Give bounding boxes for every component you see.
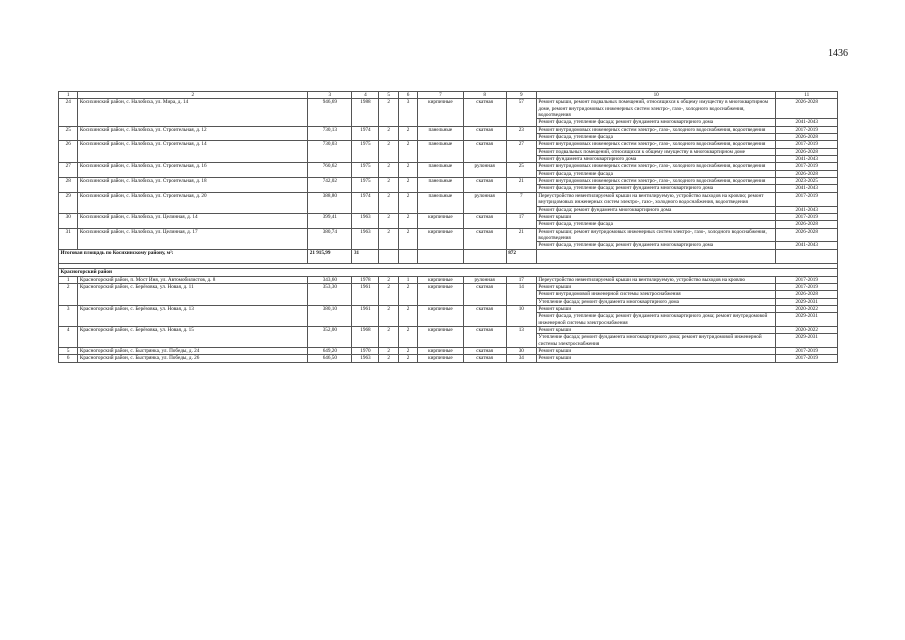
cell-roof: рулонная [463,276,506,283]
column-header: 11 [776,92,838,99]
cell-year: 1975 [352,178,379,193]
cell-period: 2041-2043 [776,242,838,249]
cell-addr: Косихинский район, с. Налобиха, ул. Целинная, д. 17 [78,228,308,249]
table-row [59,163,838,170]
cell-en: 2 [398,355,417,362]
cell-fl: 2 [379,326,398,347]
cell-year: 1975 [352,163,379,178]
table-row [59,126,838,133]
cell-work: Ремонт фасада, утепление фасада; ремонт фундамента многоквартирного дома; ремонт внутридомовой инженерной системы электроснабжения [536,313,776,327]
cell-wall: панельные [418,192,463,213]
cell-id: 24 [59,99,78,126]
cell-id: 3 [59,305,78,326]
cell-en: 2 [398,326,417,347]
column-header: 6 [398,92,417,99]
cell-roof: скатная [463,228,506,249]
cell-work: Ремонт подвальных помещений, относящихся к общему имуществу в многоквартирном доме [536,148,776,155]
cell-fl: 2 [379,228,398,249]
cell-res: 21 [506,178,536,193]
cell-work: Ремонт внутридомовых инженерных систем электро-, газо-, холодного водоснабжения, водоотведения [536,163,776,170]
cell-en: 2 [398,213,417,228]
cell-res: 21 [506,228,536,249]
cell-work: Переустройство невентилируемой крыши на вентилируемую, устройство выходов на кровлю [536,276,776,283]
cell-addr: Косихинский район, с. Налобиха, ул. Строительная, д. 12 [78,126,308,141]
table-row [59,228,838,242]
capital-repair-table [58,91,838,363]
cell-roof: скатная [463,348,506,355]
cell-fl: 2 [379,213,398,228]
cell-area: 760,62 [308,163,352,178]
cell-work: Ремонт фасада; ремонт фундамента многоквартирного дома [536,206,776,213]
cell-year: 1970 [352,348,379,355]
cell-work: Ремонт крыши; ремонт внутридомовых инженерных систем электро-, газо-, холодного водоснабжения, водоотведения [536,228,776,242]
cell-addr: Красногорский район, п. Мост Иня, ул. Автомобилистов, д. 8 [78,276,308,283]
cell-id: 31 [59,228,78,249]
table-row [59,141,838,148]
cell-id: 2 [59,283,78,305]
cell-period: 2026-2028 [776,228,838,242]
cell-id: 27 [59,163,78,178]
cell-work: Ремонт внутридомовой инженерной системы электроснабжения [536,291,776,298]
cell-fl: 2 [379,126,398,141]
cell-work: Ремонт внутридомовых инженерных систем электро-, газо-, холодного водоснабжения, водоотведения [536,126,776,133]
cell-res: 27 [506,141,536,163]
column-header: 8 [463,92,506,99]
cell-id: 30 [59,213,78,228]
cell-period: 2017-2019 [776,276,838,283]
cell-res: 25 [506,163,536,178]
table-row [59,283,838,290]
cell-en: 2 [398,228,417,249]
cell-period: 2026-2028 [776,99,838,119]
cell-wall: кирпичные [418,283,463,305]
cell-work: Ремонт крыши [536,213,776,220]
cell-res: 7 [506,192,536,213]
cell-period: 2017-2019 [776,355,838,362]
cell-year: 1974 [352,126,379,141]
cell-area: 380,74 [308,228,352,249]
cell-id: 4 [59,326,78,347]
cell-addr: Косихинский район, с. Налобиха, ул. Строительная, д. 20 [78,192,308,213]
cell-en: 2 [398,163,417,178]
cell-roof: скатная [463,283,506,305]
cell-id: 29 [59,192,78,213]
cell-area: 730,13 [308,126,352,141]
cell-fl: 2 [379,355,398,362]
cell-fl: 2 [379,283,398,305]
empty-cell [379,249,398,263]
cell-en: 2 [398,141,417,163]
cell-work: Ремонт фасада, утепление фасада; ремонт фундамента многоквартирного дома [536,242,776,249]
cell-work: Ремонт крыши, ремонт подвальных помещений, относящихся к общему имуществу в многоквартирном доме, ремонт внутридомовых инженерных систем электро-, газо-, холодного водоснабжения, водоотведения [536,99,776,119]
cell-period: 2017-2019 [776,163,838,170]
cell-wall: панельные [418,163,463,178]
cell-work: Ремонт крыши [536,305,776,312]
cell-work: Утепление фасада; ремонт фундамента многоквартирного дома; ремонт внутридомовой инженерной системы электроснабжения [536,334,776,348]
section-row [59,268,838,276]
cell-fl: 2 [379,305,398,326]
cell-year: 1961 [352,305,379,326]
cell-en: 3 [398,99,417,126]
cell-period: 2041-2043 [776,156,838,163]
cell-wall: панельные [418,126,463,141]
column-header: 5 [379,92,398,99]
cell-wall: панельные [418,178,463,193]
cell-period: 2026-2028 [776,221,838,228]
total-row [59,249,838,263]
cell-wall: кирпичные [418,355,463,362]
column-header: 9 [506,92,536,99]
cell-work: Утепление фасада; ремонт фундамента многоквартирного дома [536,298,776,305]
cell-id: 5 [59,348,78,355]
cell-period: 2026-2028 [776,148,838,155]
cell-res: 23 [506,126,536,141]
page-number: 1436 [828,48,848,59]
cell-addr: Красногорский район, с. Берёзовка, ул. Новая, д. 15 [78,326,308,347]
cell-area: 730,03 [308,141,352,163]
cell-period: 2017-2019 [776,126,838,133]
table-row [59,355,838,362]
cell-period: 2017-2019 [776,141,838,148]
cell-year: 1975 [352,141,379,163]
table-row [59,348,838,355]
cell-en: 2 [398,178,417,193]
total-label: Итоговая площадь по Косихинскому району, м²: [59,249,308,263]
cell-work: Ремонт фундамента многоквартирного дома [536,156,776,163]
cell-work: Ремонт крыши [536,283,776,290]
cell-period: 2029-2031 [776,334,838,348]
cell-id: 25 [59,126,78,141]
cell-work: Ремонт фасада, утепление фасада; ремонт фундамента многоквартирного дома [536,185,776,192]
cell-fl: 2 [379,99,398,126]
cell-area: 352,00 [308,326,352,347]
cell-period: 2041-2043 [776,119,838,126]
cell-work: Ремонт крыши [536,326,776,333]
cell-res: 13 [506,326,536,347]
column-header: 4 [352,92,379,99]
cell-roof: скатная [463,126,506,141]
cell-res: 34 [506,355,536,362]
cell-res: 14 [506,283,536,305]
cell-year: 1968 [352,326,379,347]
cell-year: 1963 [352,228,379,249]
cell-en: 2 [398,192,417,213]
cell-addr: Красногорский район, с. Берёзовка, ул. Новая, д. 13 [78,305,308,326]
table-row [59,326,838,333]
cell-work: Ремонт фасада, утепление фасада; ремонт фундамента многоквартирного дома [536,119,776,126]
cell-addr: Косихинский район, с. Налобиха, ул. Мира, д. 14 [78,99,308,126]
cell-addr: Косихинский район, с. Налобиха, ул. Целинная, д. 14 [78,213,308,228]
cell-roof: скатная [463,355,506,362]
cell-fl: 2 [379,178,398,193]
total-residents: 872 [506,249,536,263]
cell-fl: 2 [379,163,398,178]
table-row [59,178,838,185]
table-row [59,276,838,283]
cell-wall: кирпичные [418,305,463,326]
cell-wall: кирпичные [418,99,463,126]
cell-id: 6 [59,355,78,362]
cell-work: Ремонт крыши [536,348,776,355]
cell-addr: Красногорский район, с. Берёзовка, ул. Новая, д. 11 [78,283,308,305]
cell-addr: Красногорский район, с. Быстрянка, ул. Победы, д. 26 [78,355,308,362]
cell-res: 17 [506,213,536,228]
table-row [59,305,838,312]
cell-work: Ремонт фасада, утепление фасада [536,170,776,177]
cell-period: 2026-2028 [776,170,838,177]
cell-year: 1974 [352,192,379,213]
cell-work: Ремонт внутридомовых инженерных систем электро-, газо-, холодного водоснабжения, водоотведения [536,141,776,148]
cell-period: 2017-2019 [776,192,838,206]
cell-year: 1978 [352,276,379,283]
cell-work: Ремонт внутридомовых инженерных систем электро-, газо-, холодного водоснабжения, водоотведения [536,178,776,185]
cell-area: 388,80 [308,192,352,213]
table-header-row [59,92,838,99]
cell-en: 2 [398,283,417,305]
column-header: 1 [59,92,78,99]
cell-fl: 2 [379,192,398,213]
cell-wall: кирпичные [418,213,463,228]
cell-wall: кирпичные [418,276,463,283]
cell-roof: скатная [463,99,506,126]
cell-work: Ремонт фасада, утепление фасада [536,221,776,228]
column-header: 2 [78,92,308,99]
cell-en: 2 [398,305,417,326]
empty-cell [398,249,417,263]
cell-wall: кирпичные [418,348,463,355]
cell-addr: Косихинский район, с. Налобиха, ул. Строительная, д. 16 [78,163,308,178]
empty-cell [776,249,838,263]
cell-work: Ремонт фасада, утепление фасада [536,134,776,141]
cell-roof: скатная [463,326,506,347]
cell-year: 1963 [352,355,379,362]
cell-area: 353,30 [308,283,352,305]
cell-period: 2026-2028 [776,134,838,141]
column-header: 7 [418,92,463,99]
cell-roof: рулонная [463,163,506,178]
cell-wall: панельные [418,141,463,163]
cell-id: 28 [59,178,78,193]
cell-res: 30 [506,348,536,355]
cell-res: 10 [506,305,536,326]
total-area: 21 915,99 [308,249,352,263]
column-header: 3 [308,92,352,99]
cell-area: 742,02 [308,178,352,193]
table-row [59,192,838,206]
cell-work: Ремонт крыши [536,355,776,362]
cell-roof: скатная [463,141,506,163]
cell-id: 1 [59,276,78,283]
cell-en: 2 [398,348,417,355]
column-header: 10 [536,92,776,99]
cell-work: Переустройство невентилируемой крыши на вентилируемую, устройство выходов на кровлю; ремонт внутридомовых инженерных систем электро-, газо-, холодного водоснабжения, водоотведения [536,192,776,206]
cell-area: 343,60 [308,276,352,283]
cell-fl: 2 [379,348,398,355]
cell-period: 2029-2031 [776,298,838,305]
cell-roof: скатная [463,178,506,193]
cell-period: 2020-2022 [776,305,838,312]
cell-period: 2026-2028 [776,291,838,298]
cell-roof: скатная [463,213,506,228]
cell-res: 57 [506,99,536,126]
cell-period: 2017-2019 [776,348,838,355]
cell-area: 646,50 [308,355,352,362]
cell-fl: 2 [379,276,398,283]
cell-en: 1 [398,276,417,283]
cell-period: 2023-2025 [776,178,838,185]
section-title: Красногорский район [59,268,838,276]
cell-period: 2041-2043 [776,185,838,192]
cell-year: 1961 [352,283,379,305]
cell-wall: кирпичные [418,326,463,347]
table-row [59,99,838,119]
cell-id: 26 [59,141,78,163]
cell-period: 2017-2019 [776,283,838,290]
empty-cell [463,249,506,263]
cell-period: 2041-2043 [776,206,838,213]
cell-period: 2017-2019 [776,213,838,220]
empty-cell [418,249,463,263]
cell-period: 2020-2022 [776,326,838,333]
cell-addr: Косихинский район, с. Налобиха, ул. Строительная, д. 14 [78,141,308,163]
cell-addr: Красногорский район, с. Быстрянка, ул. Победы, д. 24 [78,348,308,355]
cell-year: 1963 [352,213,379,228]
cell-roof: скатная [463,305,506,326]
cell-year: 1988 [352,99,379,126]
cell-period: 2029-2031 [776,313,838,327]
cell-fl: 2 [379,141,398,163]
total-count: 31 [352,249,379,263]
cell-en: 2 [398,126,417,141]
cell-res: 17 [506,276,536,283]
cell-roof: рулонная [463,192,506,213]
cell-wall: кирпичные [418,228,463,249]
cell-area: 380,10 [308,305,352,326]
cell-addr: Косихинский район, с. Налобиха, ул. Строительная, д. 18 [78,178,308,193]
cell-area: 946,69 [308,99,352,126]
empty-cell [536,249,776,263]
cell-area: 649,20 [308,348,352,355]
cell-area: 399,41 [308,213,352,228]
table-row [59,213,838,220]
